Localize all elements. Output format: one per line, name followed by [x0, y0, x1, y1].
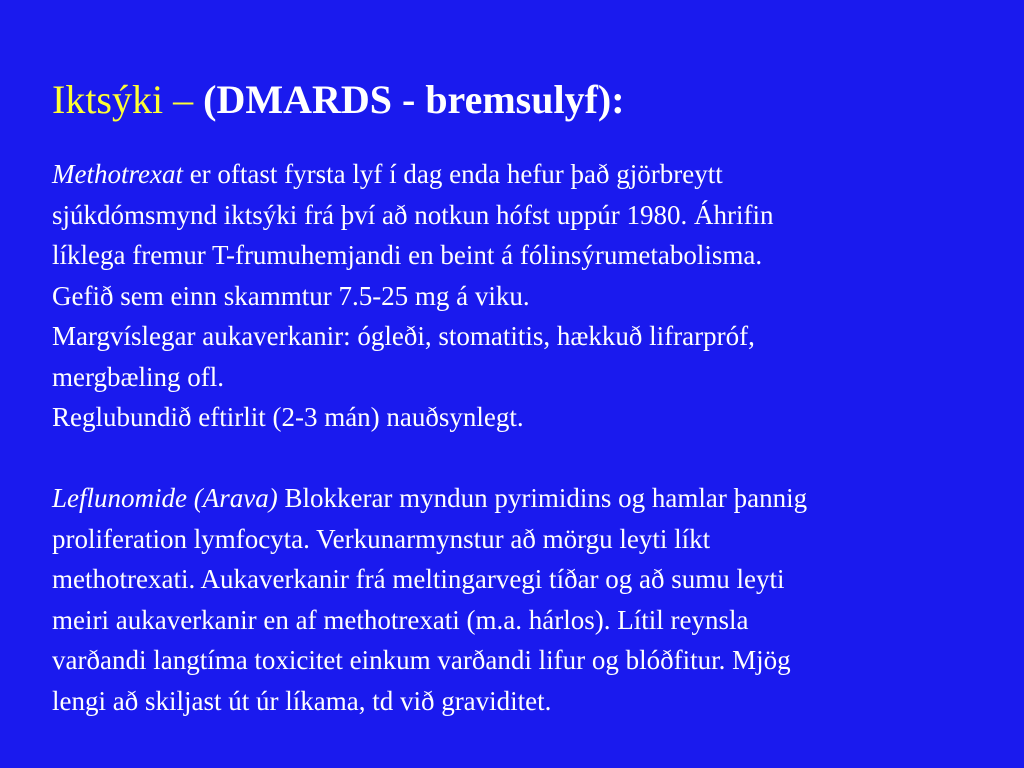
paragraph-gap [52, 438, 1017, 479]
title-heading: (DMARDS - bremsulyf): [203, 77, 625, 122]
title-topic: Iktsýki [52, 77, 164, 122]
leflunomide-line-4: meiri aukaverkanir en af methotrexati (m.a. hárlos). Lítil reynsla [52, 604, 749, 635]
methotrexat-line-5: Margvíslegar aukaverkanir: ógleði, stomatitis, hækkuð lifrarpróf, [52, 321, 755, 351]
leflunomide-line-6: lengi að skiljast út úr líkama, td við graviditet. [52, 685, 552, 716]
slide-body [52, 154, 1017, 721]
methotrexat-drug-name: Methotrexat [52, 159, 183, 189]
methotrexat-line-7: Reglubundið eftirlit (2-3 mán) nauðsynlegt. [52, 402, 524, 432]
leflunomide-line-1 [52, 478, 1017, 519]
leflunomide-line-5: varðandi langtíma toxicitet einkum varðandi lifur og blóðfitur. Mjög [52, 645, 791, 675]
leflunomide-line-3: methotrexati. Aukaverkanir frá meltingarvegi tíðar og að sumu leyti [52, 564, 785, 594]
methotrexat-line-4: Gefið sem einn skammtur 7.5-25 mg á viku. [52, 280, 530, 311]
methotrexat-line-2: sjúkdómsmynd iktsýki frá því að notkun hófst uppúr 1980. Áhrifin [52, 199, 774, 230]
methotrexat-line-6: mergbæling ofl. [52, 361, 224, 392]
methotrexat-line-1 [52, 154, 1017, 195]
leflunomide-line-2: proliferation lymfocyta. Verkunarmynstur að mörgu leyti líkt [52, 523, 711, 554]
leflunomide-line-1-text: Blokkerar myndun pyrimidins og hamlar þannig [277, 483, 808, 513]
slide-title [52, 76, 625, 124]
leflunomide-drug-name: Leflunomide (Arava) [52, 483, 278, 513]
title-dash: – [163, 77, 204, 122]
methotrexat-line-1-text: er oftast fyrsta lyf í dag enda hefur það gjörbreytt [182, 159, 723, 189]
methotrexat-line-3: líklega fremur T-frumuhemjandi en beint á fólinsýrumetabolisma. [52, 240, 763, 270]
